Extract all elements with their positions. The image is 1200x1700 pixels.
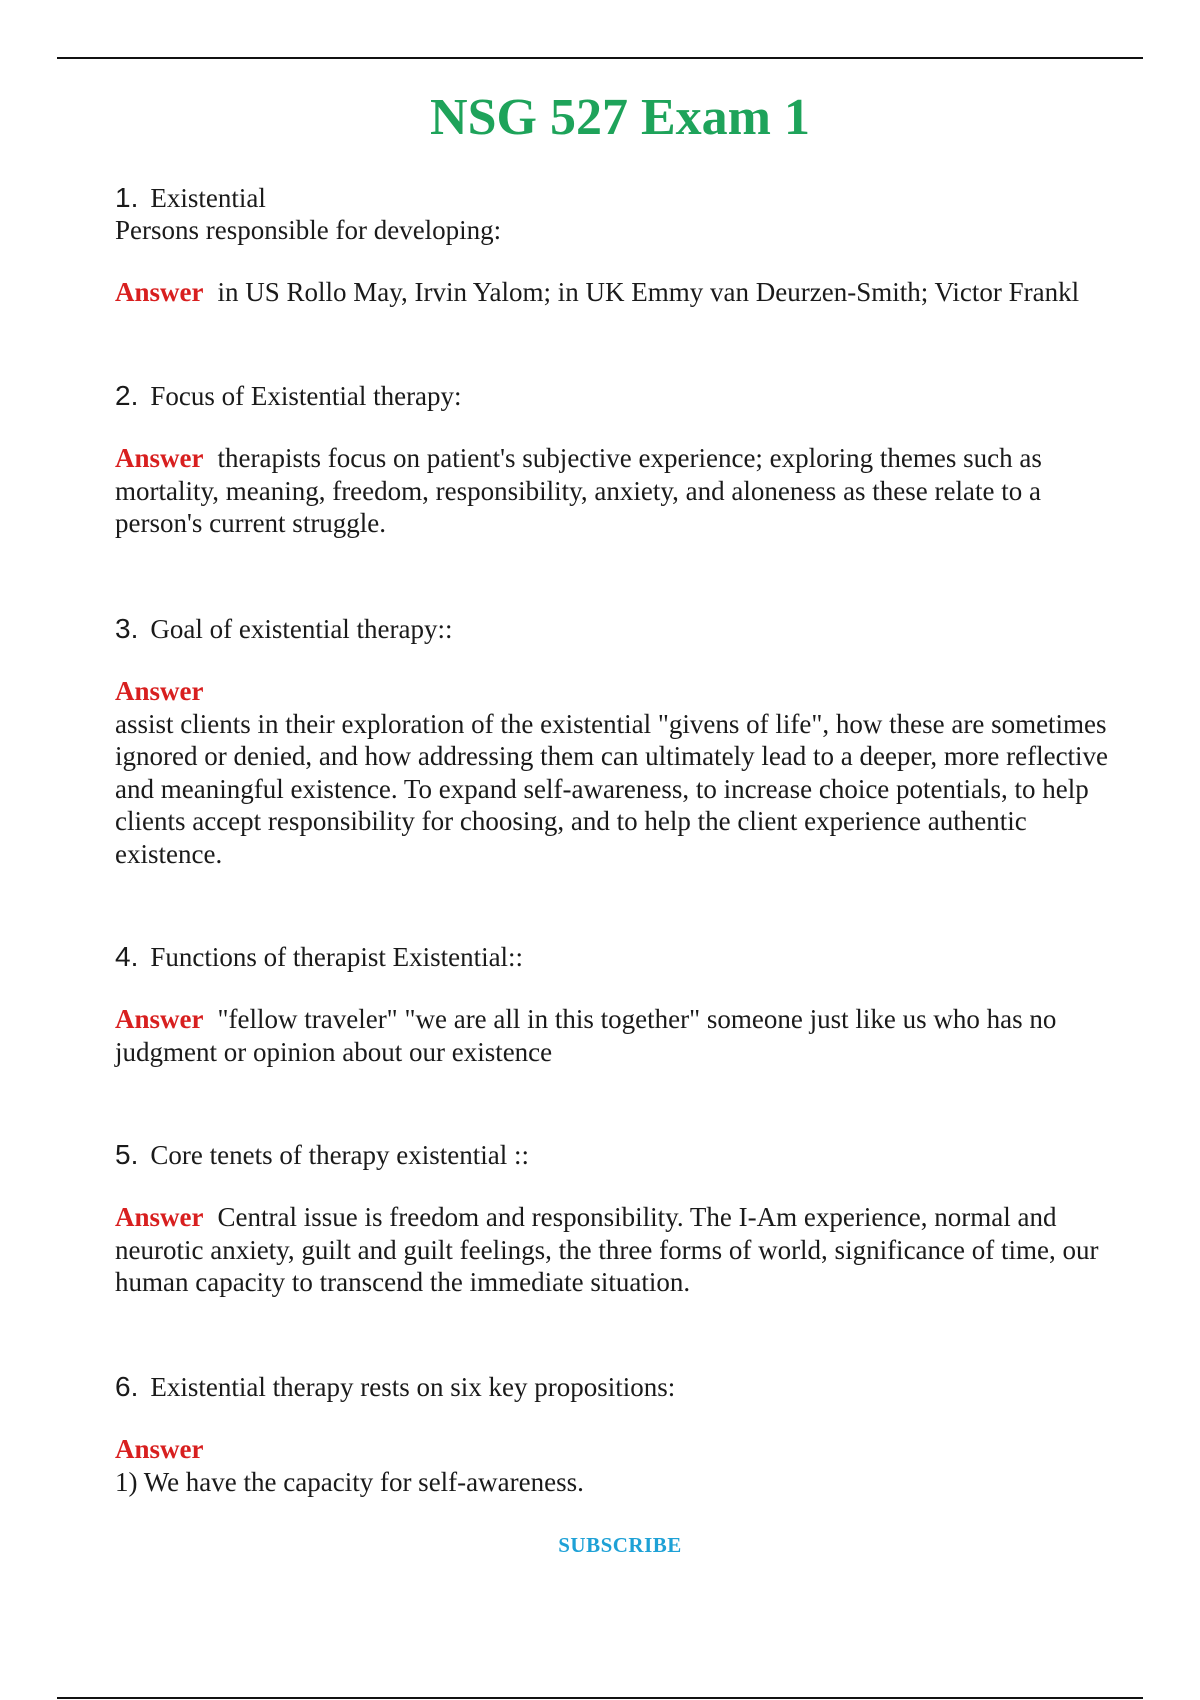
subscribe-link[interactable]: SUBSCRIBE [558,1533,682,1557]
question-subtext: Persons responsible for developing: [115,215,502,245]
question-text: Core tenets of therapy existential :: [150,1140,529,1170]
document-title: NSG 527 Exam 1 [430,89,810,146]
question-item [115,1371,1135,1498]
answer-label: Answer [115,1202,204,1232]
question-number: 3. [115,613,139,644]
answer-text: 1) We have the capacity for self-awareness. [115,1466,584,1497]
question-text: Functions of therapist Existential:: [150,942,524,972]
question-text: Goal of existential therapy:: [150,614,453,644]
answer-text: Central issue is freedom and responsibility. The I-Am experience, normal and neurotic anxiety, guilt and guilt feelings, the three forms of world, significance of time, our human capacity to transcend the immediate situation. [115,1202,1099,1297]
question-number: 4. [115,941,139,972]
question-header [115,380,1135,412]
question-item [115,1139,1135,1299]
question-number: 6. [115,1371,139,1402]
question-item [115,380,1135,540]
question-number: 2. [115,380,139,411]
answer-block [115,442,1135,540]
question-header [115,182,1135,214]
question-text: Focus of Existential therapy: [150,381,462,411]
answer-label: Answer [115,443,204,473]
answer-text: assist clients in their exploration of the existential "givens of life", how these are sometimes ignored or denied, and how addressing them can ultimately lead to a deeper, more reflective and meaningful existence. To expand self-awareness, to increase choice potentials, to help clients accept responsibility for choosing, and to help the client experience authentic existence. [115,708,1109,869]
question-item [115,613,1135,870]
top-rule [57,57,1143,59]
bottom-rule [57,1697,1143,1699]
question-text: Existential therapy rests on six key propositions: [150,1372,676,1402]
answer-block [115,1201,1135,1299]
question-header [115,613,1135,645]
answer-label: Answer [115,1004,204,1034]
question-number: 5. [115,1139,139,1170]
question-number: 1. [115,182,139,213]
answer-text: "fellow traveler" "we are all in this together" someone just like us who has no judgment or opinion about our existence [115,1004,1057,1067]
answer-label: Answer [115,1434,204,1464]
answer-text: therapists focus on patient's subjective experience; exploring themes such as mortality, meaning, freedom, responsibility, anxiety, and aloneness as these relate to a person's current struggle. [115,443,1042,538]
question-header [115,1139,1135,1171]
question-header [115,1371,1135,1403]
answer-block [115,1433,1135,1498]
question-header [115,941,1135,973]
answer-text: in US Rollo May, Irvin Yalom; in UK Emmy van Deurzen-Smith; Victor Frankl [217,277,1080,307]
answer-block [115,1003,1135,1068]
answer-block [115,675,1135,870]
question-item [115,941,1135,1068]
answer-block [115,276,1135,309]
answer-label: Answer [115,277,204,307]
answer-label: Answer [115,676,204,706]
question-item [115,182,1135,309]
question-text: Existential [150,183,266,213]
